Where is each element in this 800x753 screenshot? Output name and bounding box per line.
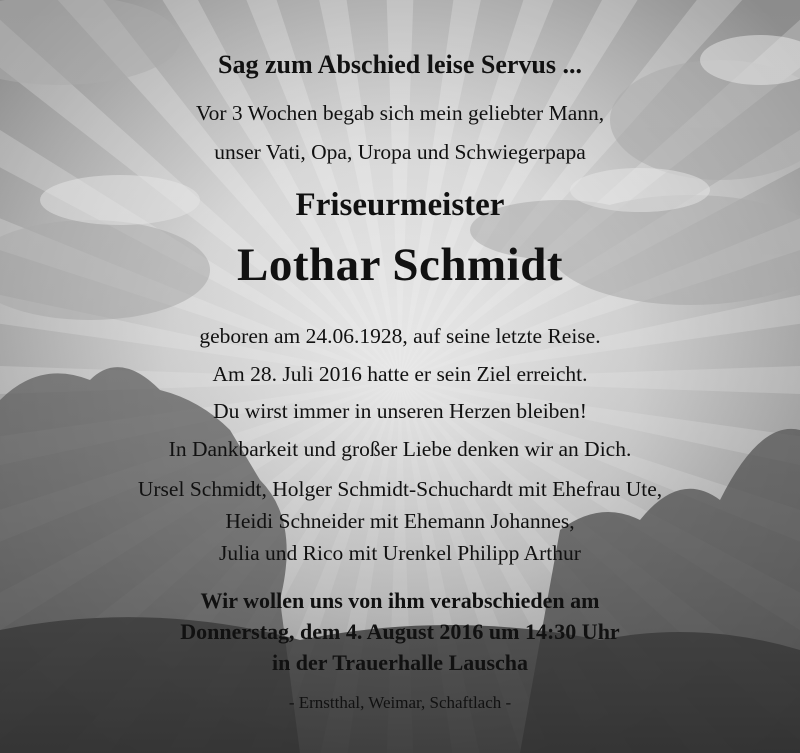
places-footer: - Ernstthal, Weimar, Schaftlach - — [288, 693, 512, 712]
intro-line: Vor 3 Wochen begab sich mein geliebter Mann, — [195, 101, 605, 125]
mourners-line: Heidi Schneider mit Ehemann Johannes, — [225, 509, 575, 533]
body-line: In Dankbarkeit und großer Liebe denken wir an Dich. — [168, 437, 632, 461]
service-line: Donnerstag, dem 4. August 2016 um 14:30 Uhr — [180, 619, 620, 644]
service-line: in der Trauerhalle Lauscha — [271, 650, 529, 675]
mourners-line: Julia und Rico mit Urenkel Philipp Arthur — [219, 541, 581, 565]
service-line: Wir wollen uns von ihm verabschieden am — [200, 588, 600, 613]
profession-title: Friseurmeister — [295, 187, 505, 223]
deceased-name: Lothar Schmidt — [236, 239, 564, 291]
body-line: Am 28. Juli 2016 hatte er sein Ziel erreicht. — [212, 362, 588, 386]
mourners-line: Ursel Schmidt, Holger Schmidt-Schuchardt mit Ehefrau Ute, — [137, 477, 663, 501]
body-line: Du wirst immer in unseren Herzen bleiben! — [213, 399, 587, 423]
body-line: geboren am 24.06.1928, auf seine letzte Reise. — [199, 324, 601, 348]
heading: Sag zum Abschied leise Servus ... — [217, 50, 583, 79]
intro-line: unser Vati, Opa, Uropa und Schwiegerpapa — [214, 140, 586, 164]
